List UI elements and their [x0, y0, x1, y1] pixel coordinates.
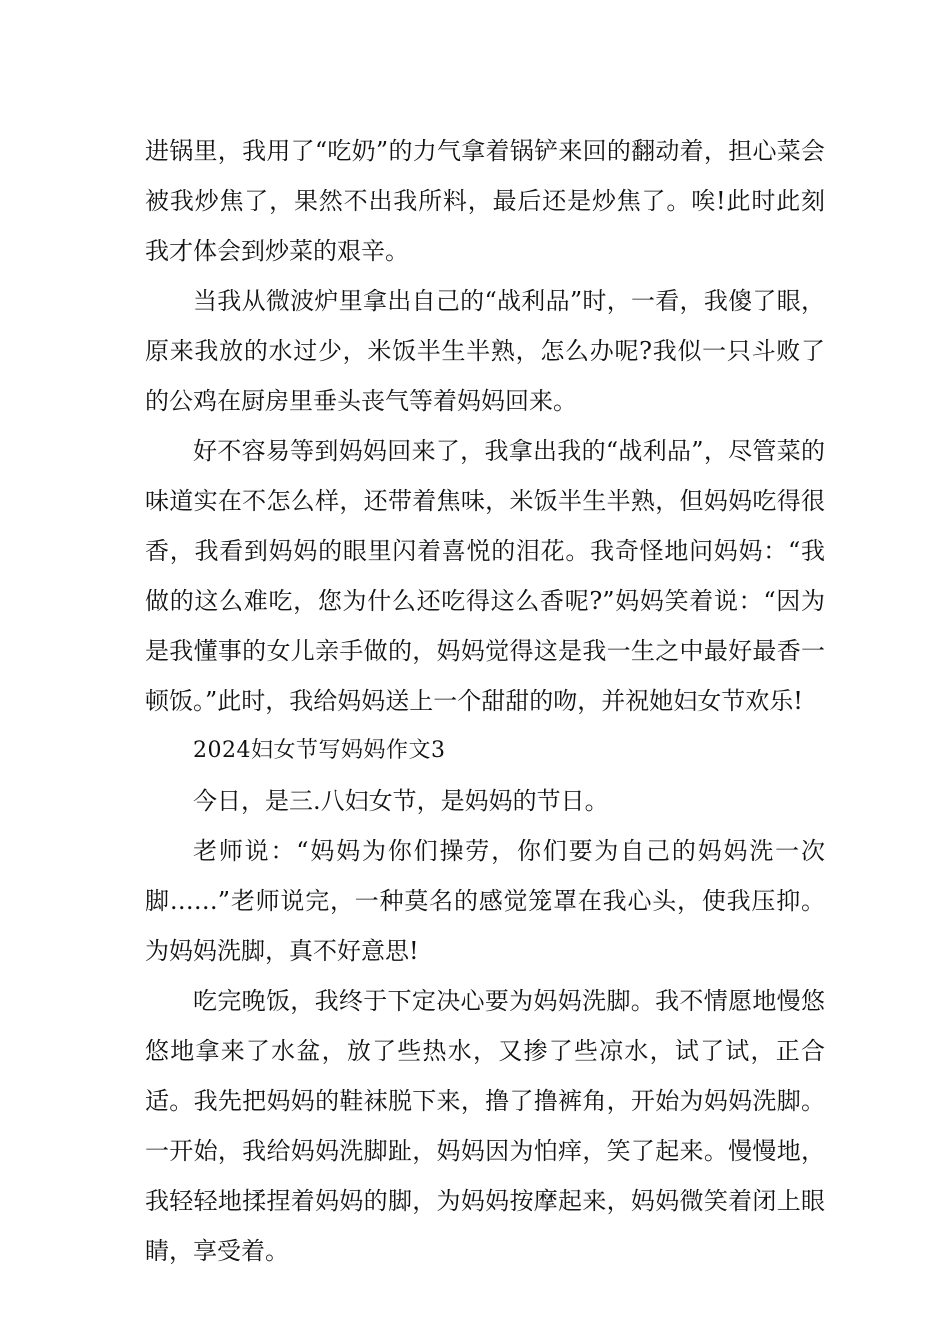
section-heading: 2024妇女节写妈妈作文3	[193, 738, 446, 763]
document-body	[145, 126, 825, 1276]
paragraph-6: 吃完晚饭，我终于下定决心要为妈妈洗脚。我不情愿地慢悠悠地拿来了水盆，放了些热水，又掺了些凉水，试了试，正合适。我先把妈妈的鞋袜脱下来，撸了撸裤角，开始为妈妈洗脚。一开始，我给妈妈洗脚趾，妈妈因为怕痒，笑了起来。慢慢地，我轻轻地揉捏着妈妈的脚，为妈妈按摩起来，妈妈微笑着闭上眼睛，享受着。	[145, 987, 825, 1265]
paragraph-1: 进锅里，我用了“吃奶”的力气拿着锅铲来回的翻动着，担心菜会被我炒焦了，果然不出我所料，最后还是炒焦了。唉!此时此刻我才体会到炒菜的艰辛。	[145, 137, 825, 265]
paragraph-3: 好不容易等到妈妈回来了，我拿出我的“战利品”，尽管菜的味道实在不怎么样，还带着焦味，米饭半生半熟，但妈妈吃得很香，我看到妈妈的眼里闪着喜悦的泪花。我奇怪地问妈妈：“我做的这么难吃，您为什么还吃得这么香呢?”妈妈笑着说：“因为是我懂事的女儿亲手做的，妈妈觉得这是我一生之中最好最香一顿饭。”此时，我给妈妈送上一个甜甜的吻，并祝她妇女节欢乐!	[145, 437, 825, 715]
paragraph-2: 当我从微波炉里拿出自己的“战利品”时，一看，我傻了眼，原来我放的水过少，米饭半生半熟，怎么办呢?我似一只斗败了的公鸡在厨房里垂头丧气等着妈妈回来。	[145, 287, 825, 415]
paragraph-4: 今日，是三.八妇女节，是妈妈的节日。	[193, 787, 609, 815]
paragraph-5: 老师说：“妈妈为你们操劳，你们要为自己的妈妈洗一次脚……”老师说完，一种莫名的感觉笼罩在我心头，使我压抑。为妈妈洗脚，真不好意思!	[145, 837, 825, 965]
